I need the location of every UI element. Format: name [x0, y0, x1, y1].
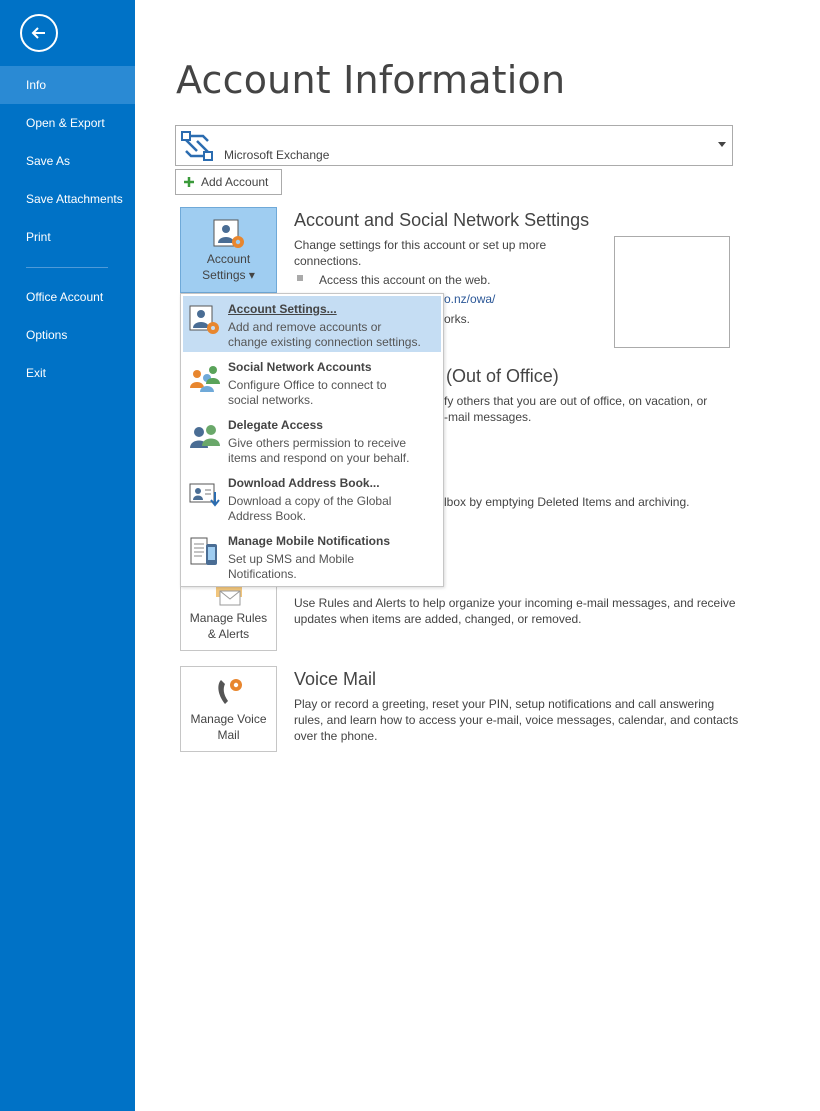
nav-label: Options: [26, 328, 68, 342]
nav-item-print[interactable]: [0, 218, 135, 256]
nav-item-info[interactable]: [0, 66, 135, 104]
backstage-sidebar: [0, 0, 135, 1111]
menu-item-title: Delegate Access: [228, 418, 323, 432]
nav-item-exit[interactable]: [0, 354, 135, 392]
account-settings-button[interactable]: [180, 207, 277, 293]
account-settings-desc-2: connections.: [294, 254, 362, 268]
social-networks-fragment: orks.: [444, 312, 471, 326]
menu-item-desc: Download a copy of the Global Address Book.: [228, 494, 392, 523]
mobile-notifications-icon: [189, 536, 221, 568]
account-selector[interactable]: [175, 125, 733, 166]
nav-label: Office Account: [26, 290, 104, 304]
exchange-icon: [181, 131, 213, 161]
account-settings-label-2: Settings ▾: [202, 268, 255, 282]
menu-item-title: Download Address Book...: [228, 476, 380, 490]
voice-mail-desc-2: rules, and learn how to access your e-mail, voice messages, calendar, and contacts: [294, 713, 739, 727]
menu-item-delegate-access[interactable]: [183, 412, 441, 468]
bullet-icon: [297, 275, 303, 281]
voice-mail-desc-3: over the phone.: [294, 729, 378, 743]
voice-mail-title: Voice Mail: [294, 669, 377, 689]
rules-desc-2: updates when items are added, changed, or removed.: [294, 612, 582, 626]
account-settings-icon: [213, 219, 247, 251]
account-settings-icon: [189, 304, 221, 336]
page-title: Account Information: [176, 58, 566, 102]
nav-divider: [26, 267, 108, 268]
nav-item-office-account[interactable]: [0, 278, 135, 316]
manage-voice-mail-button[interactable]: [180, 666, 277, 752]
menu-item-title: Account Settings...: [228, 302, 337, 316]
access-web-text: Access this account on the web.: [319, 273, 491, 287]
nav-label: Exit: [26, 366, 47, 380]
nav-label: Open & Export: [26, 116, 105, 130]
nav-label: Save Attachments: [26, 192, 123, 206]
back-arrow-icon: [29, 23, 49, 43]
manage-voice-mail-label-2: Mail: [217, 728, 240, 742]
manage-rules-label-2: & Alerts: [207, 627, 250, 641]
menu-item-desc: Give others permission to receive items and respond on your behalf.: [228, 436, 410, 465]
chevron-down-icon: [718, 142, 726, 147]
nav-item-open-export[interactable]: [0, 104, 135, 142]
menu-item-desc: Add and remove accounts or change existing connection settings.: [228, 320, 421, 349]
account-settings-label-1: Account: [206, 252, 251, 266]
nav-item-save-attachments[interactable]: [0, 180, 135, 218]
menu-item-download-address-book[interactable]: [183, 470, 441, 526]
automatic-replies-desc-2: -mail messages.: [444, 410, 532, 424]
menu-item-account-settings[interactable]: [183, 296, 441, 352]
nav-label: Info: [26, 78, 47, 92]
menu-item-social-network-accounts[interactable]: [183, 354, 441, 410]
voice-mail-desc-1: Play or record a greeting, reset your PIN, setup notifications and call answering: [294, 697, 715, 711]
menu-item-title: Manage Mobile Notifications: [228, 534, 391, 548]
manage-voice-mail-label-1: Manage Voice: [190, 712, 267, 726]
back-button[interactable]: [20, 14, 58, 52]
menu-item-desc: Set up SMS and Mobile Notifications.: [228, 552, 355, 581]
account-settings-menu: [180, 293, 444, 587]
address-book-download-icon: [189, 478, 221, 510]
profile-picture-box[interactable]: [614, 236, 730, 348]
nav-label: Save As: [26, 154, 71, 168]
account-settings-desc-1: Change settings for this account or set up more: [294, 238, 547, 252]
add-account-button[interactable]: [175, 169, 282, 195]
delegate-access-icon: [189, 420, 221, 452]
manage-rules-label-1: Manage Rules: [189, 611, 268, 625]
automatic-replies-desc-1: fy others that you are out of office, on vacation, or: [444, 394, 708, 408]
menu-item-desc: Configure Office to connect to social networks.: [228, 378, 387, 407]
nav-item-options[interactable]: [0, 316, 135, 354]
social-network-icon: [189, 362, 221, 394]
nav-label: Print: [26, 230, 51, 244]
rules-desc-1: Use Rules and Alerts to help organize your incoming e-mail messages, and receive: [294, 596, 736, 610]
account-name: Microsoft Exchange: [224, 148, 330, 162]
rules-alerts-icon: [214, 585, 244, 609]
menu-item-title: Social Network Accounts: [228, 360, 372, 374]
nav-item-save-as[interactable]: [0, 142, 135, 180]
mailbox-cleanup-desc: lbox by emptying Deleted Items and archiving.: [444, 495, 690, 509]
account-settings-section-title: Account and Social Network Settings: [294, 210, 590, 230]
owa-link[interactable]: o.nz/owa/: [444, 292, 496, 306]
automatic-replies-title: (Out of Office): [446, 366, 559, 386]
menu-item-manage-mobile-notifications[interactable]: [183, 528, 441, 584]
add-account-label: Add Account: [201, 175, 269, 189]
voicemail-phone-icon: [213, 676, 247, 710]
plus-icon: [183, 176, 195, 188]
